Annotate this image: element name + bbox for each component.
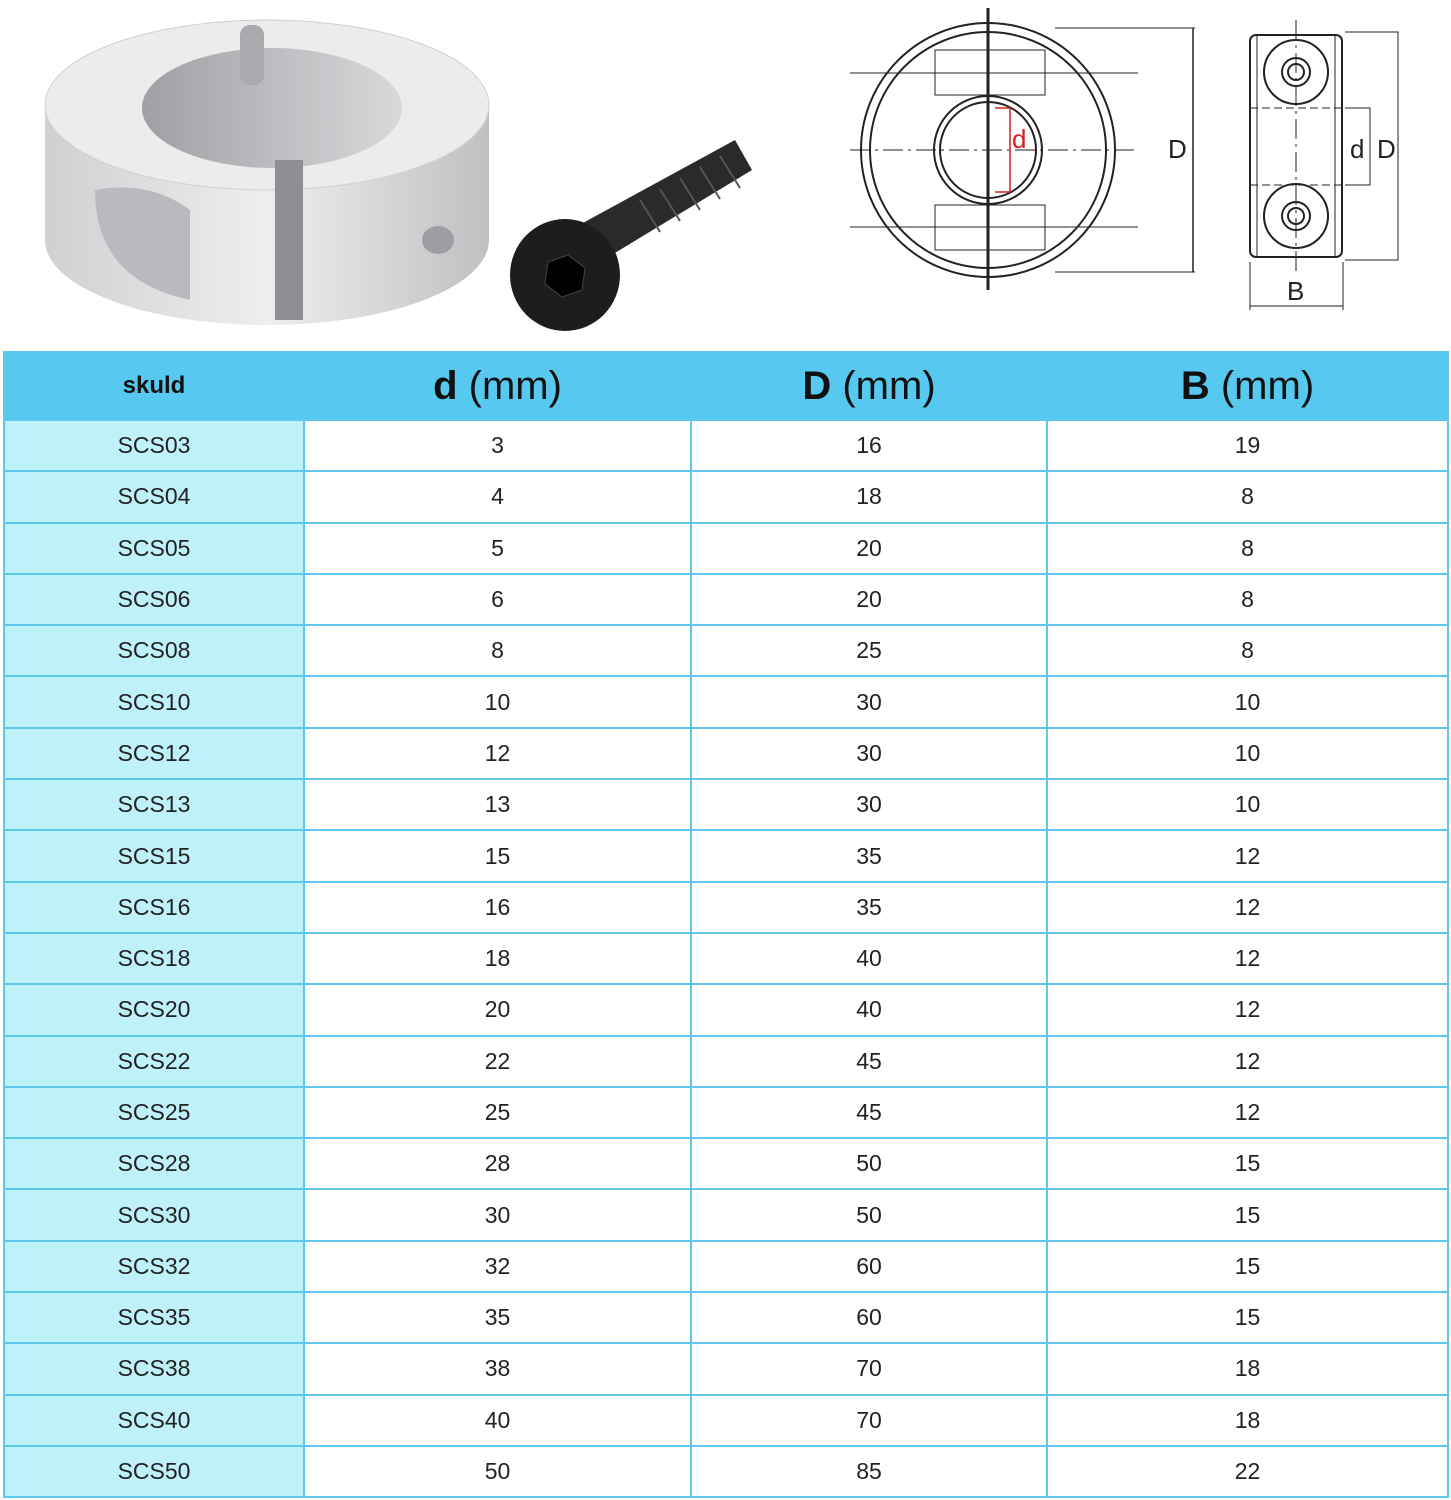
- sku-cell: SCS12: [4, 728, 304, 779]
- d-cell: 40: [304, 1395, 691, 1446]
- d-cell: 38: [304, 1343, 691, 1394]
- d-cell: 18: [304, 933, 691, 984]
- header-d: [304, 352, 691, 420]
- B-cell: 10: [1047, 728, 1448, 779]
- product-illustration: [0, 0, 1451, 350]
- sku-cell: SCS16: [4, 882, 304, 933]
- B-cell: 18: [1047, 1343, 1448, 1394]
- sku-cell: SCS35: [4, 1292, 304, 1343]
- B-cell: 18: [1047, 1395, 1448, 1446]
- header-d-label: d: [433, 363, 458, 408]
- header-sku: skuld: [4, 352, 304, 420]
- d-cell: 10: [304, 676, 691, 727]
- d-cell: 15: [304, 830, 691, 881]
- D-cell: 70: [691, 1395, 1047, 1446]
- sku-cell: SCS25: [4, 1087, 304, 1138]
- side-view-drawing: [1250, 20, 1398, 310]
- header-D-label: D: [802, 363, 832, 408]
- sku-cell: SCS08: [4, 625, 304, 676]
- header-D: [691, 352, 1047, 420]
- d-cell: 8: [304, 625, 691, 676]
- D-cell: 50: [691, 1189, 1047, 1240]
- D-cell: 40: [691, 984, 1047, 1035]
- B-cell: 12: [1047, 933, 1448, 984]
- table-row: [4, 1138, 1448, 1189]
- header-B-label: B: [1180, 363, 1210, 408]
- table-row: [4, 933, 1448, 984]
- table-row: [4, 1241, 1448, 1292]
- D-cell: 60: [691, 1241, 1047, 1292]
- table-row: [4, 1446, 1448, 1497]
- table-row: [4, 420, 1448, 471]
- D-cell: 40: [691, 933, 1047, 984]
- table-row: [4, 1343, 1448, 1394]
- d-cell: 5: [304, 523, 691, 574]
- sku-cell: SCS10: [4, 676, 304, 727]
- d-cell: 22: [304, 1036, 691, 1087]
- header-D-unit: (mm): [842, 363, 936, 408]
- shaft-collar-photo: [45, 20, 489, 325]
- D-cell: 45: [691, 1036, 1047, 1087]
- B-cell: 19: [1047, 420, 1448, 471]
- header-B-unit: (mm): [1220, 363, 1315, 408]
- d-cell: 16: [304, 882, 691, 933]
- socket-head-screw-photo: [510, 140, 752, 331]
- D-cell: 35: [691, 882, 1047, 933]
- D-cell: 18: [691, 471, 1047, 522]
- d-cell: 13: [304, 779, 691, 830]
- D-cell: 60: [691, 1292, 1047, 1343]
- d-cell: 4: [304, 471, 691, 522]
- header-B: [1047, 352, 1448, 420]
- sku-cell: SCS04: [4, 471, 304, 522]
- sku-cell: SCS30: [4, 1189, 304, 1240]
- B-cell: 12: [1047, 882, 1448, 933]
- sku-cell: SCS06: [4, 574, 304, 625]
- side-D-label: D: [1377, 134, 1396, 164]
- sku-cell: SCS13: [4, 779, 304, 830]
- B-cell: 8: [1047, 574, 1448, 625]
- B-cell: 12: [1047, 984, 1448, 1035]
- table-row: [4, 830, 1448, 881]
- d-cell: 20: [304, 984, 691, 1035]
- table-row: [4, 1292, 1448, 1343]
- table-row: [4, 471, 1448, 522]
- B-cell: 12: [1047, 830, 1448, 881]
- D-cell: 20: [691, 523, 1047, 574]
- D-cell: 85: [691, 1446, 1047, 1497]
- D-cell: 30: [691, 728, 1047, 779]
- table-row: [4, 1189, 1448, 1240]
- d-cell: 12: [304, 728, 691, 779]
- d-cell: 30: [304, 1189, 691, 1240]
- D-cell: 25: [691, 625, 1047, 676]
- B-cell: 22: [1047, 1446, 1448, 1497]
- B-cell: 8: [1047, 471, 1448, 522]
- B-cell: 15: [1047, 1292, 1448, 1343]
- B-cell: 8: [1047, 523, 1448, 574]
- side-B-label: B: [1287, 276, 1305, 306]
- d-cell: 28: [304, 1138, 691, 1189]
- table-row: [4, 523, 1448, 574]
- D-cell: 30: [691, 676, 1047, 727]
- B-cell: 10: [1047, 676, 1448, 727]
- sku-cell: SCS28: [4, 1138, 304, 1189]
- sku-cell: SCS20: [4, 984, 304, 1035]
- d-cell: 6: [304, 574, 691, 625]
- D-cell: 50: [691, 1138, 1047, 1189]
- B-cell: 15: [1047, 1138, 1448, 1189]
- d-cell: 50: [304, 1446, 691, 1497]
- table-row: [4, 1395, 1448, 1446]
- table-row: [4, 728, 1448, 779]
- d-cell: 25: [304, 1087, 691, 1138]
- D-cell: 16: [691, 420, 1047, 471]
- side-d-label: d: [1350, 134, 1365, 164]
- table-row: [4, 625, 1448, 676]
- B-cell: 8: [1047, 625, 1448, 676]
- table-row: [4, 779, 1448, 830]
- D-cell: 30: [691, 779, 1047, 830]
- D-cell: 70: [691, 1343, 1047, 1394]
- table-header-row: [4, 352, 1448, 420]
- size-table: [3, 351, 1449, 1498]
- B-cell: 15: [1047, 1241, 1448, 1292]
- B-cell: 12: [1047, 1036, 1448, 1087]
- B-cell: 12: [1047, 1087, 1448, 1138]
- sku-cell: SCS38: [4, 1343, 304, 1394]
- B-cell: 10: [1047, 779, 1448, 830]
- d-cell: 35: [304, 1292, 691, 1343]
- sku-cell: SCS03: [4, 420, 304, 471]
- table-row: [4, 882, 1448, 933]
- B-cell: 15: [1047, 1189, 1448, 1240]
- sku-cell: SCS40: [4, 1395, 304, 1446]
- table-row: [4, 676, 1448, 727]
- sku-cell: SCS05: [4, 523, 304, 574]
- front-d-label: d: [1012, 124, 1027, 154]
- sku-cell: SCS50: [4, 1446, 304, 1497]
- d-cell: 3: [304, 420, 691, 471]
- sku-cell: SCS22: [4, 1036, 304, 1087]
- table-row: [4, 984, 1448, 1035]
- d-cell: 32: [304, 1241, 691, 1292]
- D-cell: 20: [691, 574, 1047, 625]
- sku-cell: SCS32: [4, 1241, 304, 1292]
- D-cell: 45: [691, 1087, 1047, 1138]
- sku-cell: SCS15: [4, 830, 304, 881]
- D-cell: 35: [691, 830, 1047, 881]
- front-D-label: D: [1168, 134, 1187, 164]
- table-row: [4, 574, 1448, 625]
- header-d-unit: (mm): [468, 363, 562, 408]
- table-row: [4, 1036, 1448, 1087]
- table-row: [4, 1087, 1448, 1138]
- sku-cell: SCS18: [4, 933, 304, 984]
